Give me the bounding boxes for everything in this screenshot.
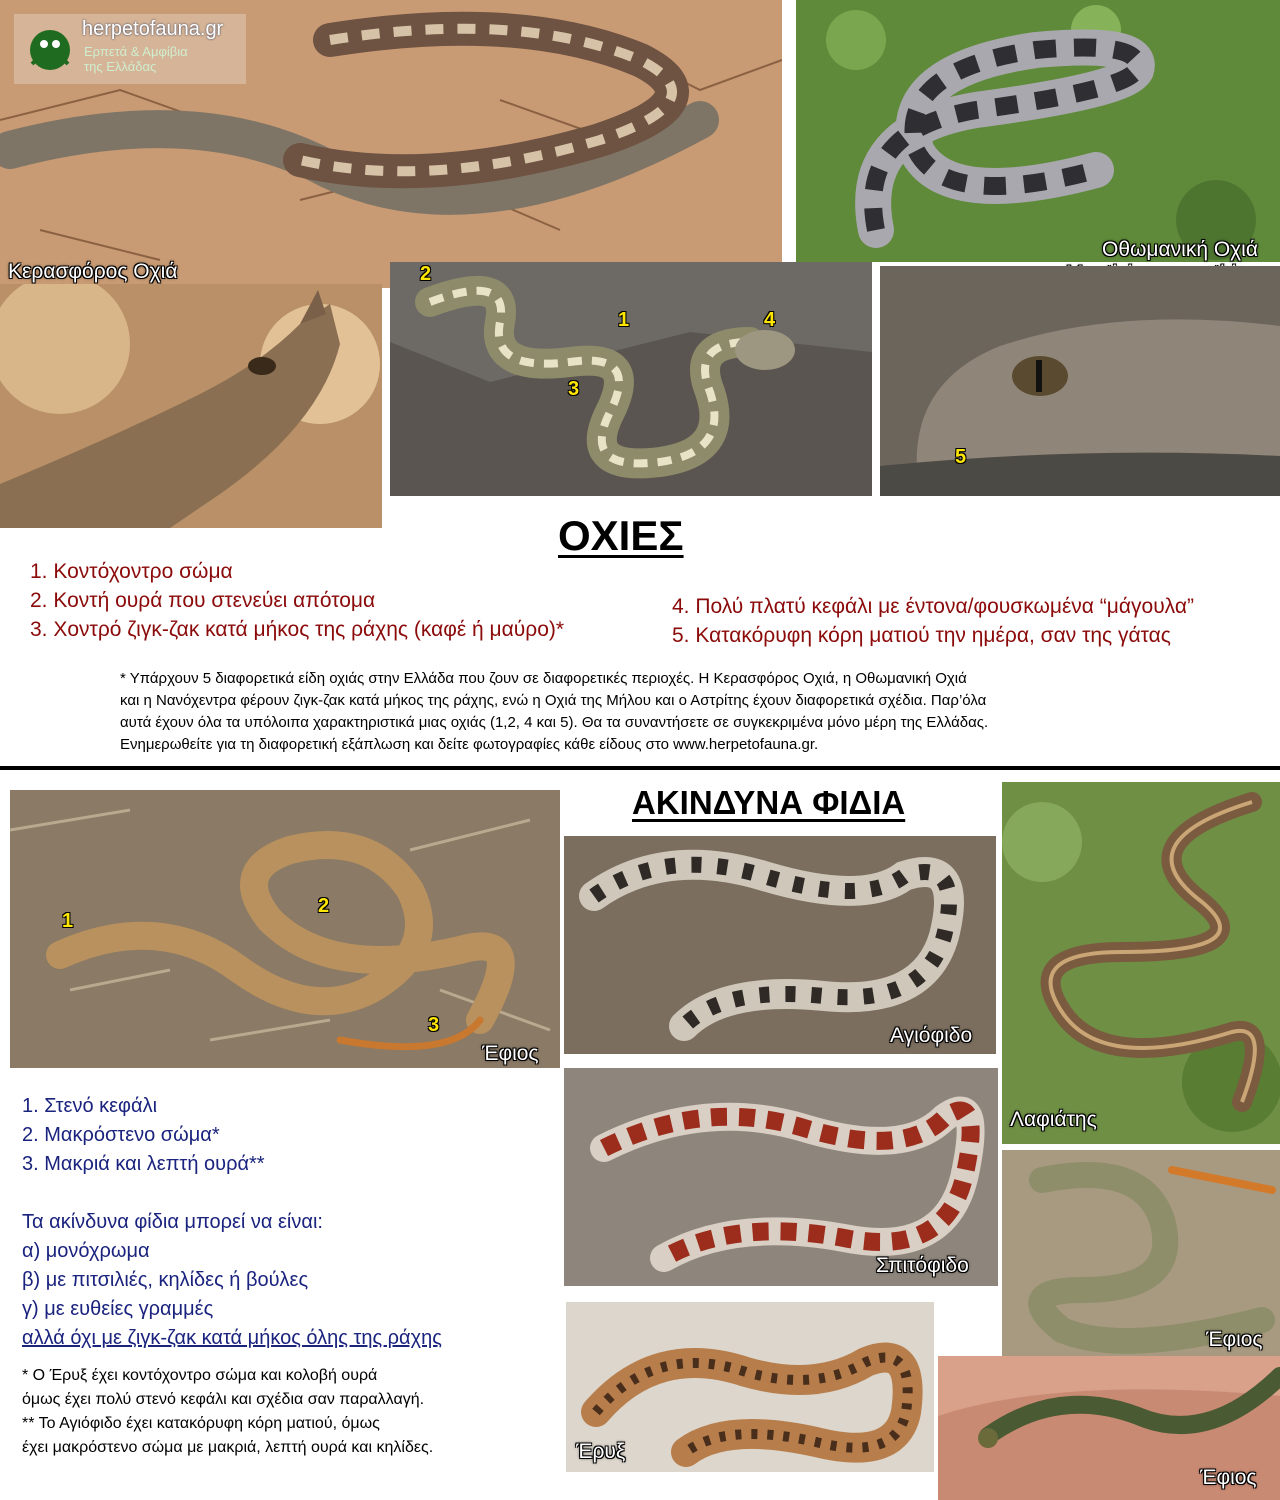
harmless-footnotes: * Ο Έρυξ έχει κοντόχοντρο σώμα και κολοβή ουρά όμως έχει πολύ στενό κεφάλι και σχέδια σαν παραλλαγή. ** Το Αγιόφιδο έχει κατακόρυφη κόρη ματιού, όμως έχει μακρόστενο σώμα με μακριά, λεπτή ουρά και κηλίδες.	[22, 1367, 434, 1456]
viper-trait-1: 1. Κοντόχοντρο σώμα	[30, 560, 233, 583]
caption-horned-viper: Κερασφόρος Οχιά	[8, 260, 178, 283]
viper-trait-3: 3. Χοντρό ζιγκ-ζακ κατά μήκος της ράχης (καφέ ή μαύρο)*	[30, 618, 565, 641]
harmless-marker-1: 1	[62, 910, 74, 932]
patterns-intro: Τα ακίνδυνα φίδια μπορεί να είναι:	[22, 1211, 323, 1233]
harmless-heading: ΑΚΙΝΔΥΝΑ ΦΙΔΙΑ	[632, 784, 906, 821]
frog-logo-icon	[22, 20, 78, 76]
caption-agiofido: Αγιόφιδο	[890, 1024, 973, 1047]
viper-marker-2: 2	[420, 263, 432, 285]
harmless-trait-1: 1. Στενό κεφάλι	[22, 1095, 158, 1117]
pattern-c: γ) με ευθείες γραμμές	[22, 1298, 214, 1320]
harmless-traits	[22, 1092, 442, 1353]
viper-marker-1: 1	[618, 309, 630, 331]
viper-marker-3: 3	[568, 378, 580, 400]
photo-ottoman-viper-grass	[796, 0, 1280, 262]
photo-agiofido	[564, 836, 996, 1054]
viper-marker-4: 4	[764, 309, 776, 331]
viper-trait-4: 4. Πολύ πλατύ κεφάλι με έντονα/φουσκωμένα “μάγουλα”	[672, 595, 1194, 618]
photo-ottoman-viper-eye	[880, 266, 1280, 496]
pattern-b: β) με πιτσιλιές, κηλίδες ή βούλες	[22, 1269, 309, 1291]
caption-ottoman-viper: Οθωμανική Οχιά	[1102, 238, 1258, 261]
caption-eryx: Έρυξ	[576, 1440, 626, 1463]
caption-efios-3: Έφιος	[1200, 1466, 1257, 1489]
photo-efios-2	[1002, 1150, 1280, 1356]
photo-numbered-viper	[390, 262, 872, 496]
harmless-marker-2: 2	[318, 895, 330, 917]
photo-lafiatis	[1002, 782, 1280, 1144]
caption-efios-main: Έφιος	[482, 1042, 539, 1065]
logo-tagline: Ερπετά & Αμφίβια της Ελλάδας	[84, 44, 188, 74]
section-divider	[0, 766, 1280, 770]
harmless-trait-2: 2. Μακρόστενο σώμα*	[22, 1124, 220, 1146]
caption-spitofido: Σπιτόφιδο	[876, 1254, 969, 1277]
caption-lafiatis: Λαφιάτης	[1010, 1108, 1097, 1131]
vipers-heading: ΟΧΙΕΣ	[558, 512, 684, 559]
viper-footnote: * Υπάρχουν 5 διαφορετικά είδη οχιάς στην Ελλάδα που ζουν σε διαφορετικές περιοχές. Η Κερασφόρος Οχιά, η Οθωμανική Οχιά και η Νανόχεντρα φέρουν ζιγκ-ζακ κατά μήκος της ράχης, ενώ η Οχιά της Μήλου και ο Αστρίτης έχουν διαφορετικά σχέδια. Παρ’όλα αυτά έχουν όλα τα υπόλοιπα χαρακτηριστικά μιας οχιάς (1,2, 4 και 5). Θα τα συναντήσετε σε συγκεκριμένα μόνο μέρη της Ελλάδας. Ενημερωθείτε για τη διαφορετική εξάπλωση και δείτε φωτογραφίες κάθε είδους στο www.herpetofauna.gr.	[120, 670, 989, 753]
viper-trait-2: 2. Κοντή ουρά που στενεύει απότομα	[30, 589, 376, 612]
logo-site-name: herpetofauna.gr	[82, 18, 224, 40]
viper-trait-5: 5. Κατακόρυφη κόρη ματιού την ημέρα, σαν της γάτας	[672, 624, 1171, 647]
photo-horned-viper-head	[0, 284, 382, 528]
harmless-marker-3: 3	[428, 1014, 440, 1036]
photo-efios-main	[10, 790, 560, 1068]
viper-traits-right	[672, 592, 1194, 650]
harmless-trait-3: 3. Μακριά και λεπτή ουρά**	[22, 1153, 265, 1175]
viper-marker-5: 5	[955, 446, 967, 468]
viper-traits-left	[30, 557, 564, 644]
caption-efios-2: Έφιος	[1206, 1328, 1263, 1351]
pattern-exception: αλλά όχι με ζιγκ-ζακ κατά μήκος όλης της ράχης	[22, 1327, 442, 1349]
site-logo[interactable]	[14, 14, 246, 84]
pattern-a: α) μονόχρωμα	[22, 1240, 150, 1262]
